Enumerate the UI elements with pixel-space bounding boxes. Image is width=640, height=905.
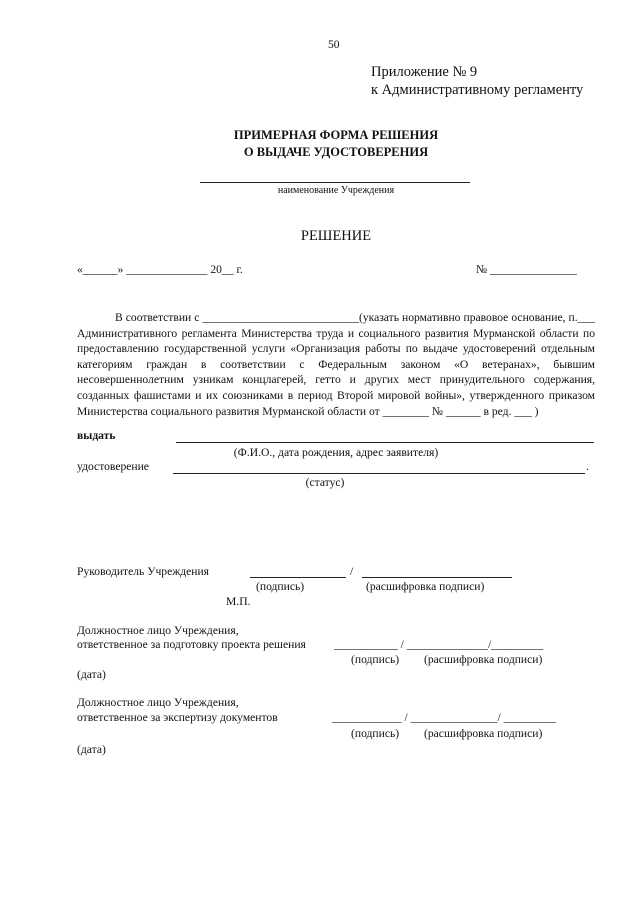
institution-name-line bbox=[200, 182, 470, 183]
date-year: 20__ bbox=[210, 263, 234, 276]
official2-line-2: ответственное за экспертизу документов bbox=[77, 711, 278, 724]
official2-decode-caption: (расшифровка подписи) bbox=[424, 727, 543, 740]
official1-line-2: ответственное за подготовку проекта решения bbox=[77, 638, 306, 651]
official2-line-1: Должностное лицо Учреждения, bbox=[77, 696, 239, 709]
official2-blanks: ____________ / _______________/ _________ bbox=[332, 711, 556, 724]
decision-heading: РЕШЕНИЕ bbox=[300, 228, 372, 244]
head-signature-line bbox=[250, 577, 346, 578]
status-line bbox=[173, 473, 585, 474]
official2-sign-caption: (подпись) bbox=[351, 727, 400, 740]
form-title-line-2: О ВЫДАЧЕ УДОСТОВЕРЕНИЯ bbox=[243, 145, 429, 159]
issue-label: выдать bbox=[77, 429, 116, 442]
decision-number bbox=[476, 263, 577, 276]
appendix-line-2: к Административному регламенту bbox=[371, 82, 584, 98]
official2-date: (дата) bbox=[77, 743, 106, 756]
date-quote-close: » bbox=[117, 263, 124, 276]
official1-line-1: Должностное лицо Учреждения, bbox=[77, 624, 239, 637]
number-sign: № bbox=[476, 263, 488, 276]
decision-date bbox=[77, 263, 243, 276]
head-slash: / bbox=[350, 565, 354, 578]
head-decode-line bbox=[362, 577, 512, 578]
official1-blanks: ___________ / ______________/_________ bbox=[334, 638, 544, 651]
date-quote-open: « bbox=[77, 263, 83, 276]
status-line-end: . bbox=[586, 460, 589, 473]
institution-caption: наименование Учреждения bbox=[277, 185, 395, 196]
appendix-line-1: Приложение № 9 bbox=[371, 64, 478, 80]
date-month-blank: ______________ bbox=[126, 263, 208, 276]
status-caption: (статус) bbox=[305, 476, 345, 489]
date-day-blank: ______ bbox=[82, 263, 118, 276]
applicant-line bbox=[176, 442, 594, 443]
date-year-suffix: г. bbox=[236, 263, 243, 276]
official1-date: (дата) bbox=[77, 668, 106, 681]
official1-decode-caption: (расшифровка подписи) bbox=[424, 653, 543, 666]
number-blank: _______________ bbox=[489, 263, 577, 276]
body-paragraph bbox=[77, 310, 595, 419]
certificate-label: удостоверение bbox=[77, 460, 149, 473]
form-title-line-1: ПРИМЕРНАЯ ФОРМА РЕШЕНИЯ bbox=[233, 128, 439, 142]
head-decode-caption: (расшифровка подписи) bbox=[366, 580, 485, 593]
body-text: В соответствии с ___________________________(указать нормативно правовое основание, п.___ Административного регламента Министерства труда и социального развития Мурманской области по предоставлению государственной услуги «Организация работы по выдаче удостоверений отдельным категориям граждан в соответствии с Федеральным законом «О ветеранах», бывшим несовершеннолетним узникам концлагерей, гетто и других мест принудительного содержания, созданных фашистами и их союзниками в период Второй мировой войны», утвержденного приказом Министерства социального развития Мурманской области от ________ № ______ в ред. ___ ) bbox=[77, 311, 595, 418]
seal-mark: М.П. bbox=[226, 595, 251, 608]
applicant-caption: (Ф.И.О., дата рождения, адрес заявителя) bbox=[233, 446, 439, 459]
page-number: 50 bbox=[328, 38, 340, 51]
head-sign-caption: (подпись) bbox=[256, 580, 305, 593]
official1-sign-caption: (подпись) bbox=[351, 653, 400, 666]
head-label: Руководитель Учреждения bbox=[77, 565, 210, 578]
